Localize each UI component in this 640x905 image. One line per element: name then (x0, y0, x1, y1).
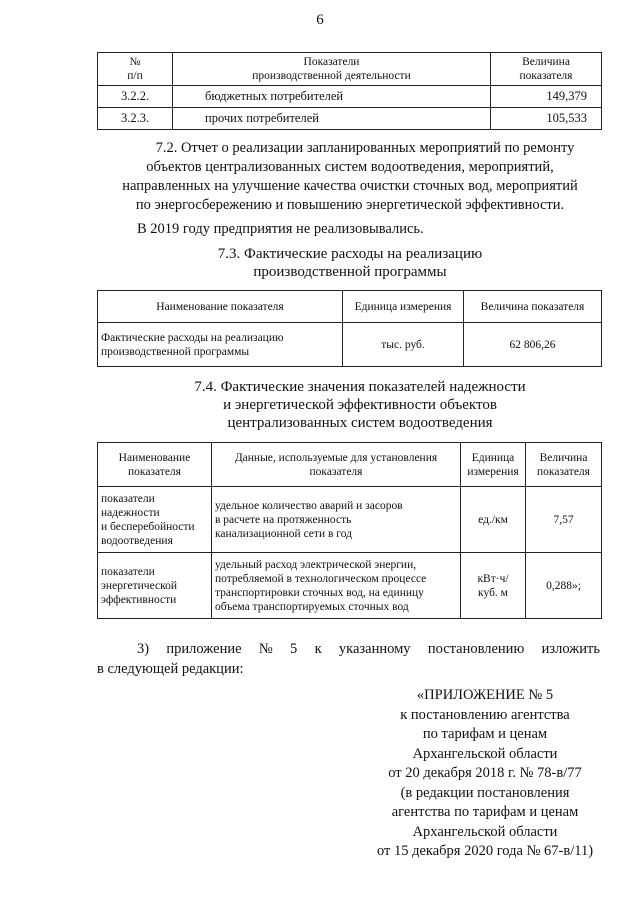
section-title-line: 7.4. Фактические значения показателей надежности (194, 379, 526, 395)
word: указанному (338, 641, 411, 657)
col-header-value: Величина показателя (464, 291, 602, 323)
table-row (98, 487, 602, 553)
row-data: удельное количество аварий и засоров в расчете на протяженность канализационной сети в год (212, 487, 461, 553)
row-unit: тыс. руб. (343, 323, 464, 367)
appendix-line: агентства по тарифам и ценам (391, 804, 579, 820)
row-indicator: прочих потребителей (173, 108, 491, 130)
appendix-line: Архангельской области (412, 745, 558, 762)
row-unit: кВт·ч/ куб. м (461, 553, 526, 619)
word: к (314, 641, 322, 657)
col-header-name: Наименование показателя (98, 443, 212, 487)
appendix-heading (330, 686, 640, 862)
row-name: показатели надежности и бесперебойности водоотведения (98, 487, 212, 553)
row-unit: ед./км (461, 487, 526, 553)
col-header-indicator: Показатели производственной деятельности (173, 53, 491, 86)
section-7-2-note: В 2019 году предприятия не реализовывались. (137, 221, 424, 237)
row-value: 0,288»; (526, 553, 602, 619)
appendix-line: Архангельской области (412, 823, 558, 840)
word: приложение (166, 641, 242, 657)
col-header-data: Данные, используемые для установления показателя (212, 443, 461, 487)
row-value: 7,57 (526, 487, 602, 553)
item-3-line-2: в следующей редакции: (97, 661, 244, 677)
section-title-line: и энергетической эффективности объектов (223, 397, 497, 413)
col-header-unit: Единица измерения (461, 443, 526, 487)
row-value: 105,533 (491, 108, 602, 130)
section-7-2-line: объектов централизованных систем водоотведения, мероприятий, (146, 159, 554, 175)
col-header-name: Наименование показателя (98, 291, 343, 323)
page-number: 6 (316, 12, 324, 28)
word: изложить (541, 641, 600, 657)
section-7-2-text (90, 139, 610, 215)
table-row (98, 108, 602, 130)
col-header-unit: Единица измерения (343, 291, 464, 323)
section-7-2-line: направленных на улучшение качества очистки сточных вод, мероприятий (122, 178, 578, 194)
row-number: 3.2.2. (98, 86, 173, 108)
appendix-line: к постановлению агентства (400, 706, 570, 723)
word: 5 (290, 641, 298, 657)
appendix-line: от 20 декабря 2018 г. № 78-в/77 (388, 765, 582, 781)
col-header-value: Величина показателя (526, 443, 602, 487)
section-7-2-line: 7.2. Отчет о реализации запланированных мероприятий по ремонту (155, 140, 575, 156)
row-name: Фактические расходы на реализацию производственной программы (98, 323, 343, 367)
item-3-line-1 (137, 640, 600, 659)
word: 3) (137, 641, 150, 657)
section-title-line: производственной программы (253, 264, 447, 280)
row-value: 62 806,26 (464, 323, 602, 367)
table-row (98, 86, 602, 108)
section-title-line: 7.3. Фактические расходы на реализацию (217, 246, 483, 262)
row-name: показатели энергетической эффективности (98, 553, 212, 619)
row-indicator: бюджетных потребителей (173, 86, 491, 108)
appendix-line: по тарифам и ценам (422, 726, 548, 742)
section-7-4-title (100, 378, 620, 432)
word: постановлению (427, 641, 525, 657)
appendix-line: от 15 декабря 2020 года № 67-в/11) (376, 843, 594, 859)
appendix-line: «ПРИЛОЖЕНИЕ № 5 (416, 687, 554, 703)
word: № (258, 641, 273, 657)
section-title-line: централизованных систем водоотведения (227, 415, 493, 431)
expenses-table (97, 290, 602, 367)
row-number: 3.2.3. (98, 108, 173, 130)
row-data: удельный расход электрической энергии, потребляемой в технологическом процессе транспортировки сточных вод, на единицу объема транспортируемых сточных вод (212, 553, 461, 619)
col-header-number: № п/п (98, 53, 173, 86)
production-indicators-table (97, 52, 602, 130)
table-row (98, 323, 602, 367)
appendix-line: (в редакции постановления (400, 784, 570, 801)
row-value: 149,379 (491, 86, 602, 108)
reliability-table (97, 442, 602, 619)
section-7-2-line: по энергосбережению и повышению энергетической эффективности. (135, 197, 565, 213)
table-row (98, 553, 602, 619)
col-header-value: Величина показателя (491, 53, 602, 86)
section-7-3-title (100, 245, 600, 281)
